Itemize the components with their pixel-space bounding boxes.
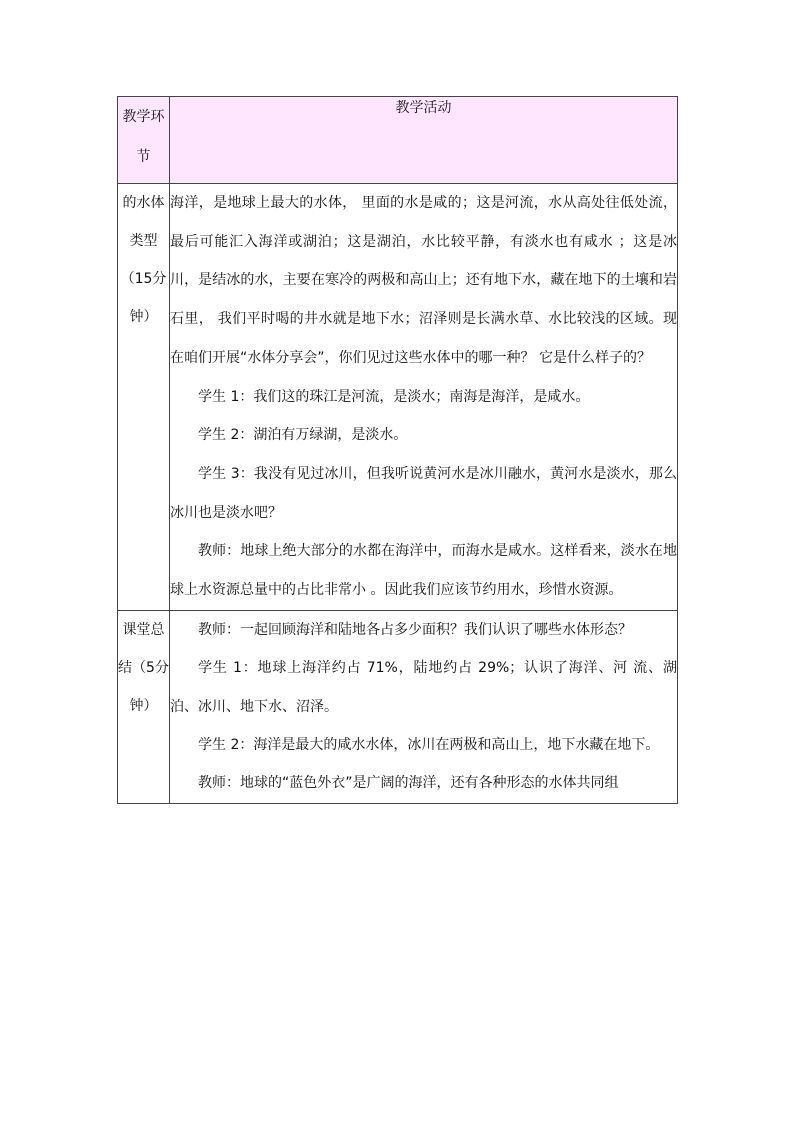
table-row (118, 610, 678, 803)
header-teaching-activity: 教学活动 (170, 97, 678, 184)
paragraph: 学生 3：我没有见过冰川，但我听说黄河水是冰川融水，黄河水是淡水，那么冰川也是淡水吧？ (170, 465, 677, 521)
section-content-water-types (170, 184, 678, 611)
paragraph: 教师：一起回顾海洋和陆地各占多少面积？我们认识了哪些水体形态？ (198, 621, 632, 638)
lesson-table (117, 96, 678, 804)
header-teaching-stage: 教学环节 (118, 97, 170, 184)
paragraph: 教师：地球的“蓝色外衣”是广阔的海洋，还有各种形态的水体共同组 (198, 775, 619, 792)
section-label-summary: 课堂总结（5分钟） (118, 610, 170, 803)
table-row (118, 184, 678, 611)
paragraph: 教师：地球上绝大部分的水都在海洋中，而海水是咸水。这样看来，淡水在地球上水资源总量中的占比非常小 。因此我们应该节约用水，珍惜水资源。 (170, 543, 677, 599)
section-label-water-types: 的水体类型（15分钟） (118, 184, 170, 611)
paragraph: 海洋，是地球上最大的水体， 里面的水是咸的；这是河流，水从高处往低处流，最后可能汇入海洋或湖泊；这是湖泊，水比较平静，有淡水也有咸水 ；这是冰川，是结冰的水，主要在寒冷的两极和高山上；还有地下水，藏在地下的土壤和岩石里， 我们平时喝的井水就是地下水；沼泽则是长满水草、水比较浅的区域。现在咱们开展“水体分享会”，你们见过这些水体中的哪一种？ 它是什么样子的？ (170, 195, 677, 366)
paragraph: 学生 2：海洋是最大的咸水水体，冰川在两极和高山上，地下水藏在地下。 (198, 736, 660, 753)
paragraph: 学生 1：地球上海洋约占 71%，陆地约占 29%；认识了海洋、河 流、湖泊、冰川、地下水、沼泽。 (170, 660, 677, 715)
paragraph: 学生 2：湖泊有万绿湖，是淡水。 (198, 427, 408, 444)
table-header-row (118, 97, 678, 184)
paragraph: 学生 1：我们这的珠江是河流，是淡水；南海是海洋，是咸水。 (198, 388, 590, 405)
section-content-summary (170, 610, 678, 803)
